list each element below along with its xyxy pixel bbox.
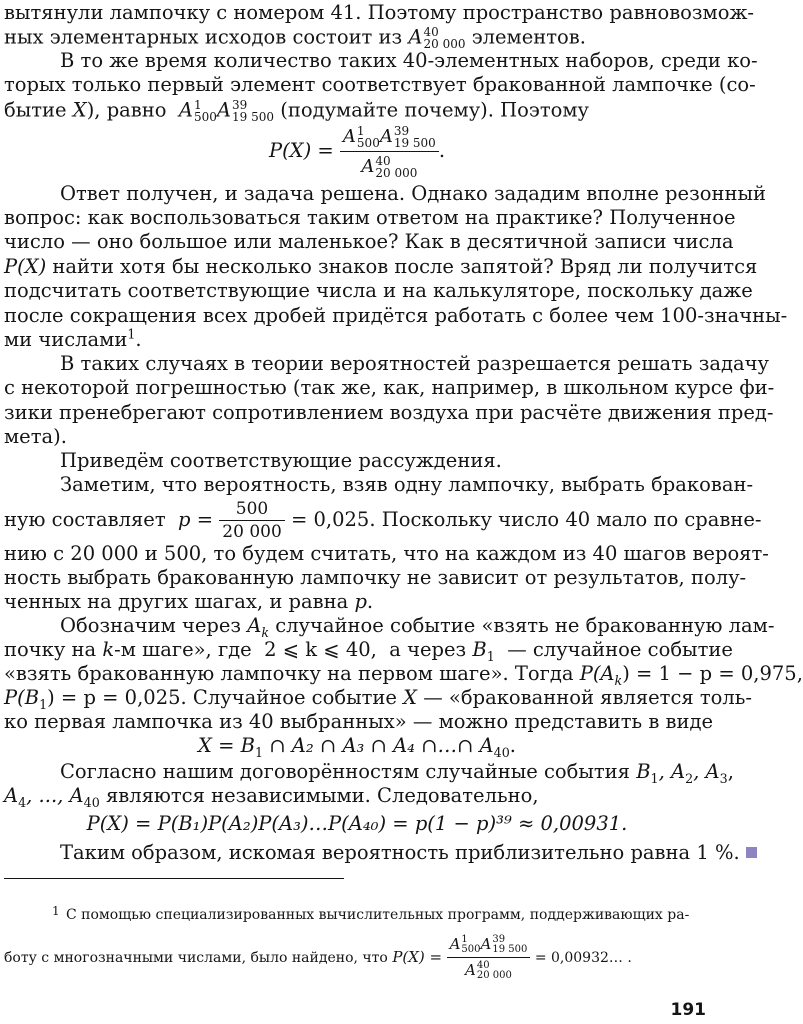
text-line: P(X) найти хотя бы несколько знаков после запятой? Вряд ли получится (4, 255, 758, 278)
end-of-proof-square-icon (746, 847, 757, 858)
text-line: Заметим, что вероятность, взяв одну лампочку, выбрать бракован- (60, 473, 754, 496)
text-line: бытие X), равно A 1 500 A 39 19 500 (подумайте почему). Поэтому (4, 98, 590, 124)
text-line: ми числами$^1$. (4, 326, 142, 351)
footnote-divider (4, 878, 344, 879)
final-probability-formula: P(X) = P(B₁)P(A₂)P(A₃)…P(A₄₀) = p(1 − p)³⁹ ≈ 0,00931. (86, 812, 628, 835)
probability-formula: P(X) = A 1 500 A 39 19 500 A 40 20 000 . (268, 123, 446, 180)
text-line: ченных на других шагах, и равна p. (4, 590, 374, 613)
text-line: вытянули лампочку с номером 41. Поэтому пространство равновозмож- (4, 1, 754, 24)
text-line: ность выбрать бракованную лампочку не зависит от результатов, полу- (4, 566, 747, 589)
text-line: зики пренебрегают сопротивлением воздуха при расчёте движения пред- (4, 401, 774, 424)
text-line: после сокращения всех дробей придётся работать с более чем 100-значны- (4, 304, 788, 327)
text-line: подсчитать соответствующие числа и на калькуляторе, поскольку даже (4, 279, 753, 302)
text-line: Ответ получен, и задача решена. Однако зададим вполне резонный (60, 182, 766, 205)
footnote-line: боту с многозначными числами, было найдено, что P(X) = A 1 500 A 39 19 500 A 40 20 000 = 0,00932… . (4, 934, 632, 981)
event-intersection-formula: $X = B_1$ ∩ A₂ ∩ A₃ ∩ A₄ ∩…∩ $A_{40}$. (198, 734, 516, 760)
footnote-marker: 1 (52, 904, 60, 918)
text-line: мета). (4, 425, 67, 448)
text-line: вопрос: как воспользоваться таким ответом на практике? Полученное (4, 206, 736, 229)
page-number: 191 (670, 1000, 706, 1020)
text-line: $P(B_1) = p = 0,025$. Случайное событие X — «бракованной является толь- (4, 686, 753, 712)
text-line: ных элементарных исходов состоит из A 40 20 000 элементов. (4, 25, 586, 51)
text-line: ко первая лампочка из 40 выбранных» — можно представить в виде (4, 710, 714, 733)
text-line: Согласно нашим договорённостям случайные события $B_1$, $A_2$, $A_3$, (60, 760, 734, 786)
text-line: ную составляет p = $\frac{500}{20 000}$ = 0,025. Поскольку число 40 мало по сравне- (4, 498, 762, 542)
text-line: торых только первый элемент соответствует бракованной лампочке (со- (4, 73, 756, 96)
text-line: $A_4$, ..., $A_{40}$ являются независимыми. Следовательно, (4, 784, 539, 810)
text-line: Таким образом, искомая вероятность приблизительно равна 1 %. (60, 842, 710, 864)
text-line: число — оно большое или маленькое? Как в десятичной записи числа (4, 230, 734, 253)
text-line: с некоторой погрешностью (так же, как, например, в школьном курсе фи- (4, 376, 775, 399)
text-line: почку на k-м шаге», где 2 ⩽ k ⩽ 40, а через $B_1$ — случайное событие (4, 638, 733, 664)
text-line: В таких случаях в теории вероятностей разрешается решать задачу (60, 352, 769, 375)
text-line: «взять бракованную лампочку на первом шаге». Тогда $P(A_k) = 1 - p = 0,975$, (4, 662, 803, 688)
text-line: нию с 20 000 и 500, то будем считать, что на каждом из 40 шагов вероят- (4, 542, 769, 565)
text-line: В то же время количество таких 40-элементных наборов, среди ко- (60, 49, 758, 72)
text-line: Приведём соответствующие рассуждения. (60, 449, 502, 472)
text-line: Обозначим через $A_k$ случайное событие «взять не бракованную лам- (60, 614, 775, 640)
footnote-line: С помощью специализированных вычислительных программ, поддерживающих ра- (66, 907, 690, 923)
